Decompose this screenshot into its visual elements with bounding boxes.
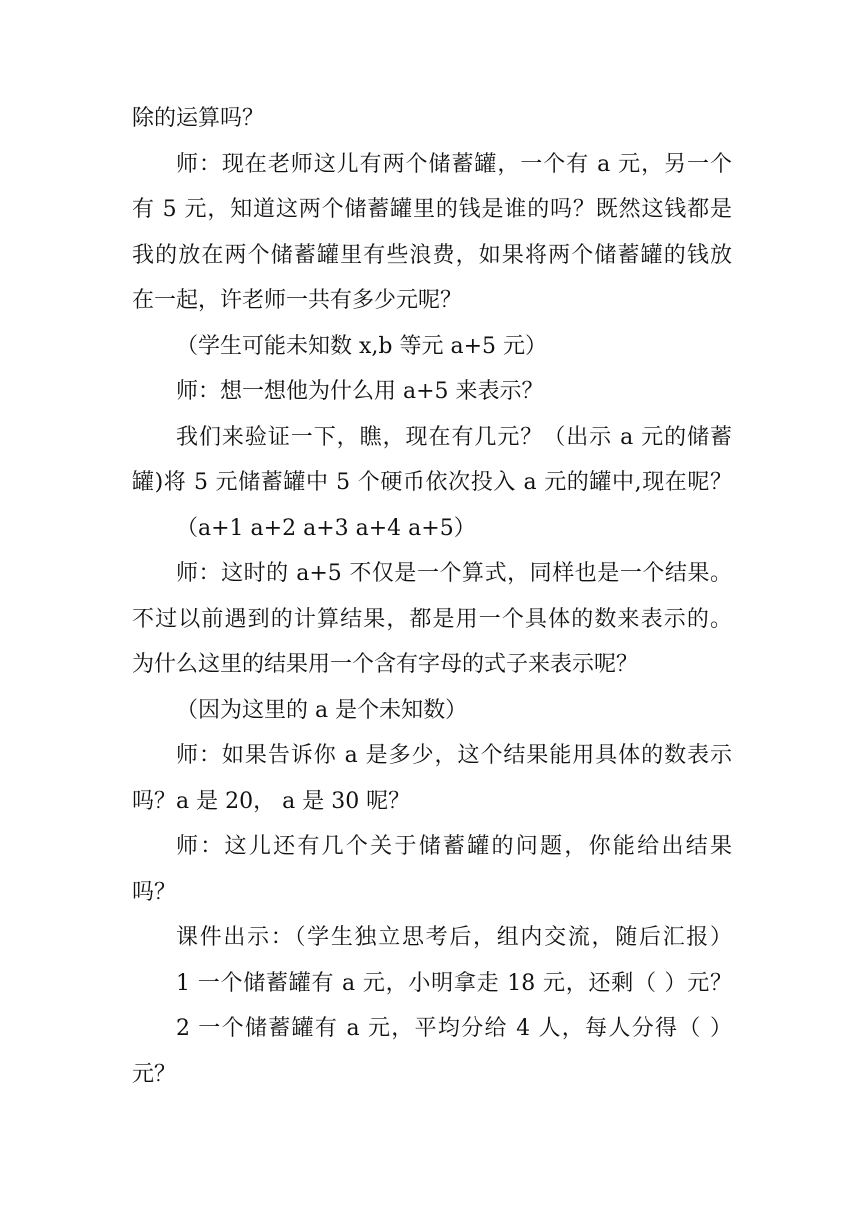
text-line: 师：现在老师这儿有两个储蓄罐，一个有 a 元，另一个 [176, 151, 732, 177]
text-line: 罐)将 5 元储蓄罐中 5 个硬币依次投入 a 元的罐中,现在呢？ [132, 470, 732, 495]
text-line: （a+1 a+2 a+3 a+4 a+5） [176, 515, 476, 541]
text-line: 我们来验证一下，瞧，现在有几元？（出示 a 元的储蓄 [176, 424, 732, 450]
document-body [132, 96, 732, 1097]
text-line: 我的放在两个储蓄罐里有些浪费，如果将两个储蓄罐的钱放 [132, 242, 732, 268]
text-line: 师：这时的 a+5 不仅是一个算式，同样也是一个结果。 [176, 561, 732, 586]
text-line: 1 一个储蓄罐有 a 元，小明拿走 18 元，还剩（ ）元？ [176, 970, 732, 996]
text-line: 除的运算吗？ [132, 106, 265, 131]
text-line: 师：如果告诉你 a 是多少，这个结果能用具体的数表示 [176, 743, 732, 768]
text-line: 元？ [132, 1061, 177, 1087]
text-line: （因为这里的 a 是个未知数） [176, 697, 468, 723]
text-line: 师：这儿还有几个关于储蓄罐的问题，你能给出结果 [176, 834, 732, 859]
text-line: 师：想一想他为什么用 a+5 来表示？ [176, 379, 544, 404]
text-line: 2 一个储蓄罐有 a 元，平均分给 4 人，每人分得（ ） [176, 1016, 732, 1041]
text-line: 不过以前遇到的计算结果，都是用一个具体的数来表示的。 [132, 606, 732, 632]
text-line: （学生可能未知数 x,b 等元 a+5 元） [176, 333, 548, 359]
text-line: 在一起，许老师一共有多少元呢？ [132, 288, 463, 313]
text-line: 吗？ [132, 879, 177, 905]
text-line: 有 5 元，知道这两个储蓄罐里的钱是谁的吗？既然这钱都是 [132, 197, 732, 222]
text-line: 为什么这里的结果用一个含有字母的式子来表示呢？ [132, 652, 639, 677]
text-line: 吗？a 是 20， a 是 30 呢？ [132, 788, 411, 814]
text-line: 课件出示：（学生独立思考后，组内交流，随后汇报） [176, 925, 732, 950]
